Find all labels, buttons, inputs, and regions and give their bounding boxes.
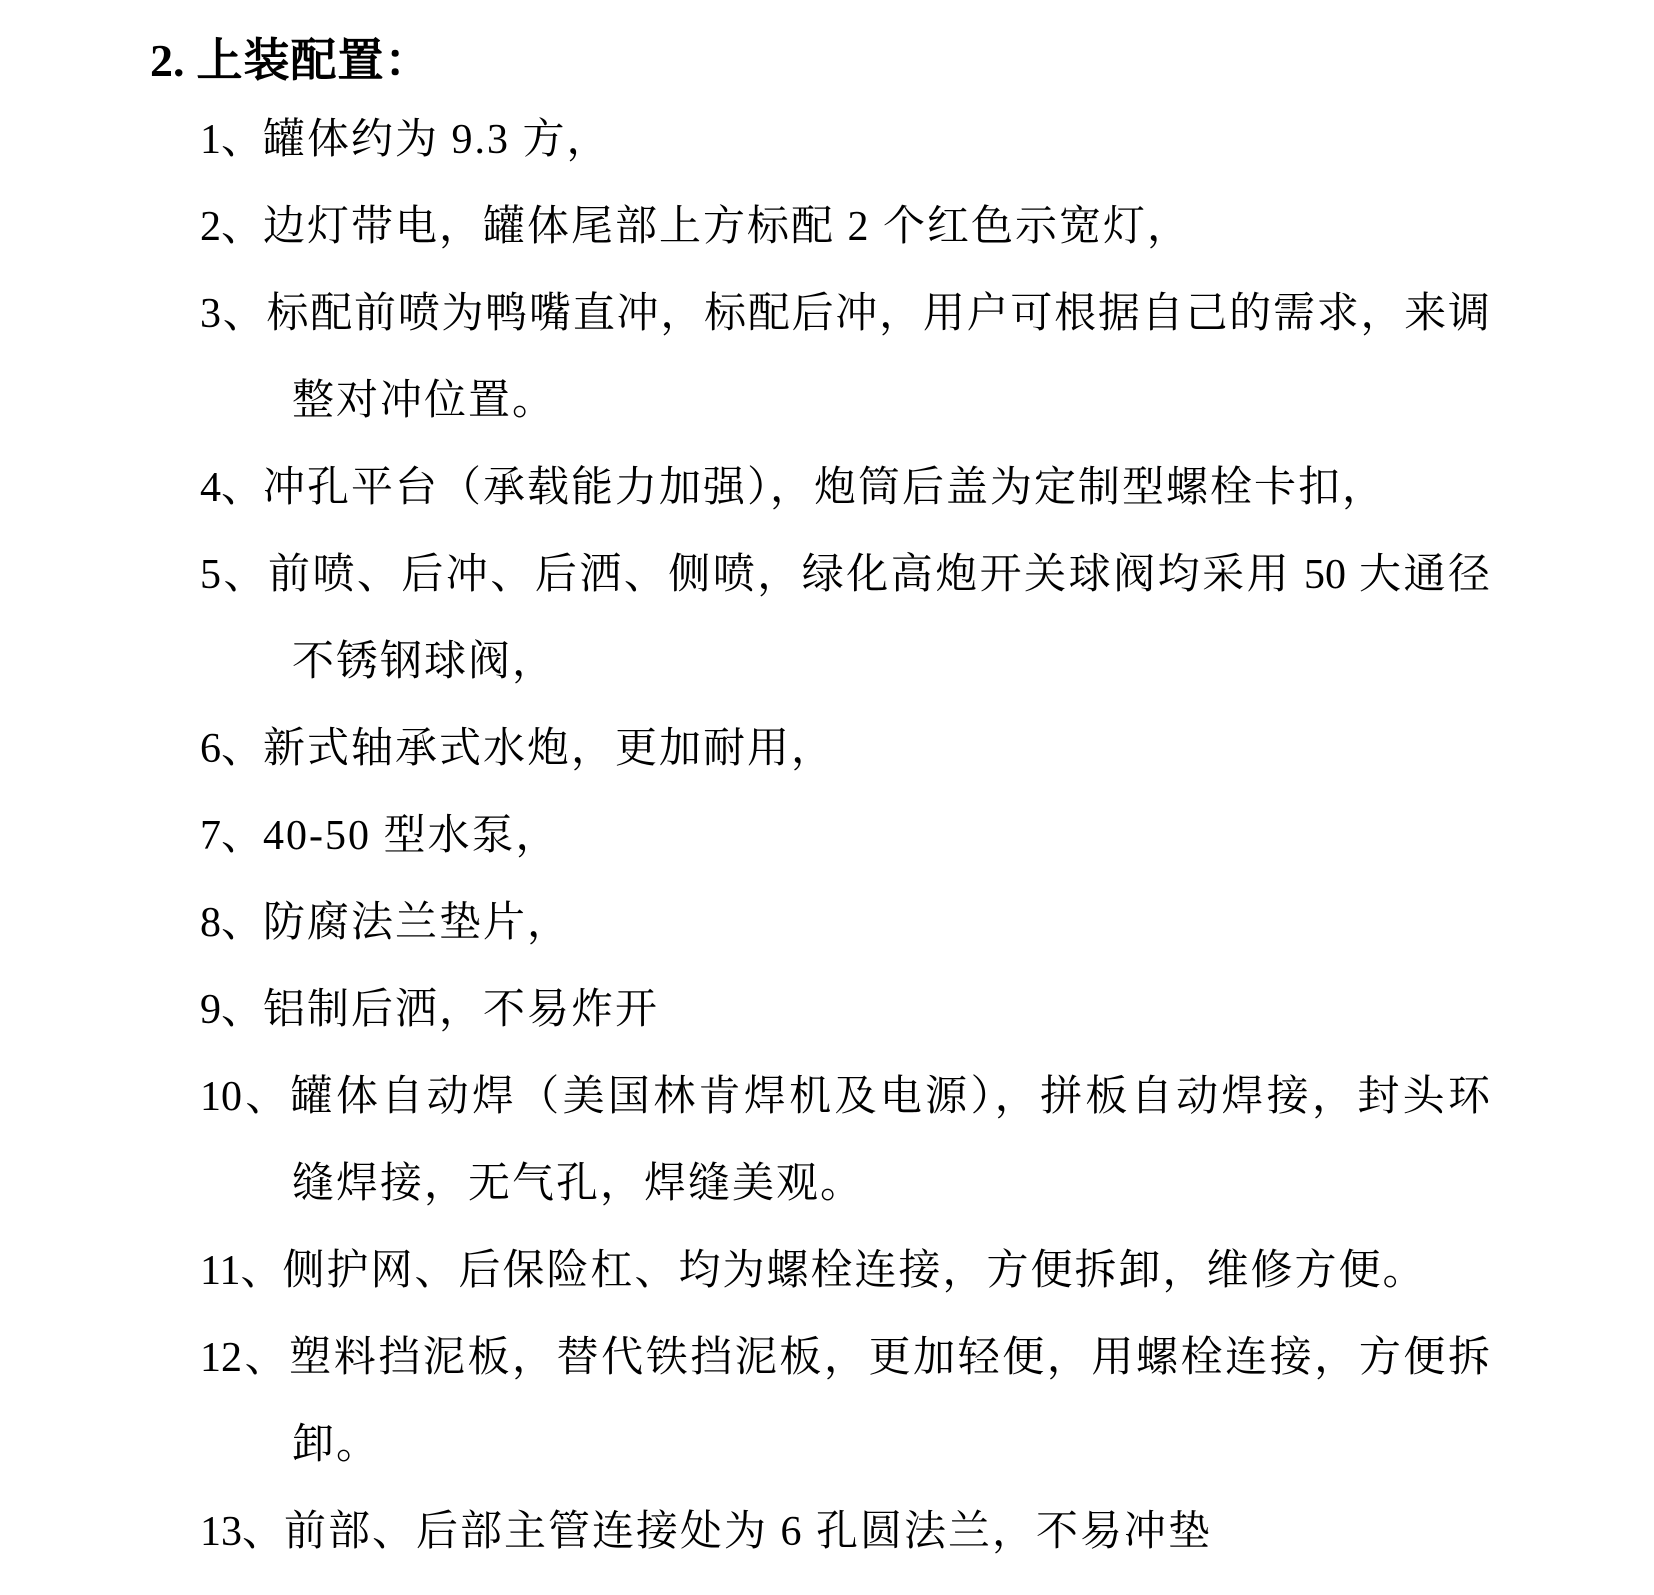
list-item bbox=[200, 1228, 1490, 1315]
list-item-text: 铝制后洒，不易炸开 bbox=[263, 987, 660, 1033]
list-item bbox=[200, 706, 1490, 793]
list-item-number: 5、 bbox=[200, 552, 268, 598]
list-item-text: 新式轴承式水炮，更加耐用， bbox=[263, 726, 836, 772]
list-item-wrapped-line: 不锈钢球阀， bbox=[292, 639, 557, 685]
list-item bbox=[200, 532, 1490, 619]
list-item-text: 防腐法兰垫片， bbox=[263, 900, 572, 946]
list-item bbox=[200, 271, 1490, 358]
list-item-wrapped-line: 卸。 bbox=[292, 1422, 381, 1468]
list-item-number: 13、 bbox=[200, 1509, 285, 1555]
list-item-number: 8、 bbox=[200, 900, 264, 946]
section-heading-number: 2. bbox=[150, 35, 185, 86]
list-item-text: 塑料挡泥板，替代铁挡泥板，更加轻便，用螺栓连接，方便拆 bbox=[289, 1335, 1490, 1381]
list-item bbox=[200, 1315, 1490, 1402]
list-item-number: 12、 bbox=[200, 1335, 290, 1381]
list-item-text: 前喷、后冲、后洒、侧喷，绿化高炮开关球阀均采用 50 大通径 bbox=[267, 552, 1490, 598]
list-item-wrapped-line: 缝焊接，无气孔，焊缝美观。 bbox=[292, 1161, 865, 1207]
list-item bbox=[200, 880, 1490, 967]
list-item-text: 边灯带电，罐体尾部上方标配 2 个红色示宽灯， bbox=[263, 204, 1192, 250]
list-item-text: 侧护网、后保险杠、均为螺栓连接，方便拆卸，维修方便。 bbox=[282, 1248, 1427, 1294]
list-item-number: 4、 bbox=[200, 465, 264, 511]
list-item-number: 3、 bbox=[200, 291, 267, 337]
section-heading-text: 上装配置： bbox=[196, 35, 432, 86]
list-item bbox=[200, 97, 1490, 184]
list-item-number: 7、 bbox=[200, 813, 264, 859]
list-item-text: 冲孔平台（承载能力加强），炮筒后盖为定制型螺栓卡扣， bbox=[263, 465, 1387, 511]
list-item-number: 1、 bbox=[200, 117, 264, 163]
list-item-number: 6、 bbox=[200, 726, 264, 772]
list-item-text: 标配前喷为鸭嘴直冲，标配后冲，用户可根据自己的需求，来调 bbox=[266, 291, 1490, 337]
list-item-text: 前部、后部主管连接处为 6 孔圆法兰，不易冲垫 bbox=[284, 1509, 1213, 1555]
list-item-wrapped-line: 整对冲位置。 bbox=[292, 378, 557, 424]
list-item-text: 罐体约为 9.3 方， bbox=[263, 117, 611, 163]
list-item-text: 罐体自动焊（美国林肯焊机及电源），拼板自动焊接，封头环 bbox=[290, 1074, 1490, 1120]
section-heading bbox=[150, 30, 1654, 92]
list-item bbox=[200, 1054, 1490, 1141]
list-item bbox=[200, 967, 1490, 1054]
list-item bbox=[200, 793, 1490, 880]
list-item-number: 2、 bbox=[200, 204, 264, 250]
list-item-text: 40-50 型水泵， bbox=[263, 813, 560, 859]
list-item bbox=[200, 184, 1490, 271]
list-item-number: 11、 bbox=[200, 1248, 283, 1294]
list-item-number: 9、 bbox=[200, 987, 264, 1033]
list-item bbox=[200, 1489, 1490, 1576]
config-list bbox=[200, 97, 1490, 1576]
list-item-number: 10、 bbox=[200, 1074, 291, 1120]
list-item bbox=[200, 445, 1490, 532]
